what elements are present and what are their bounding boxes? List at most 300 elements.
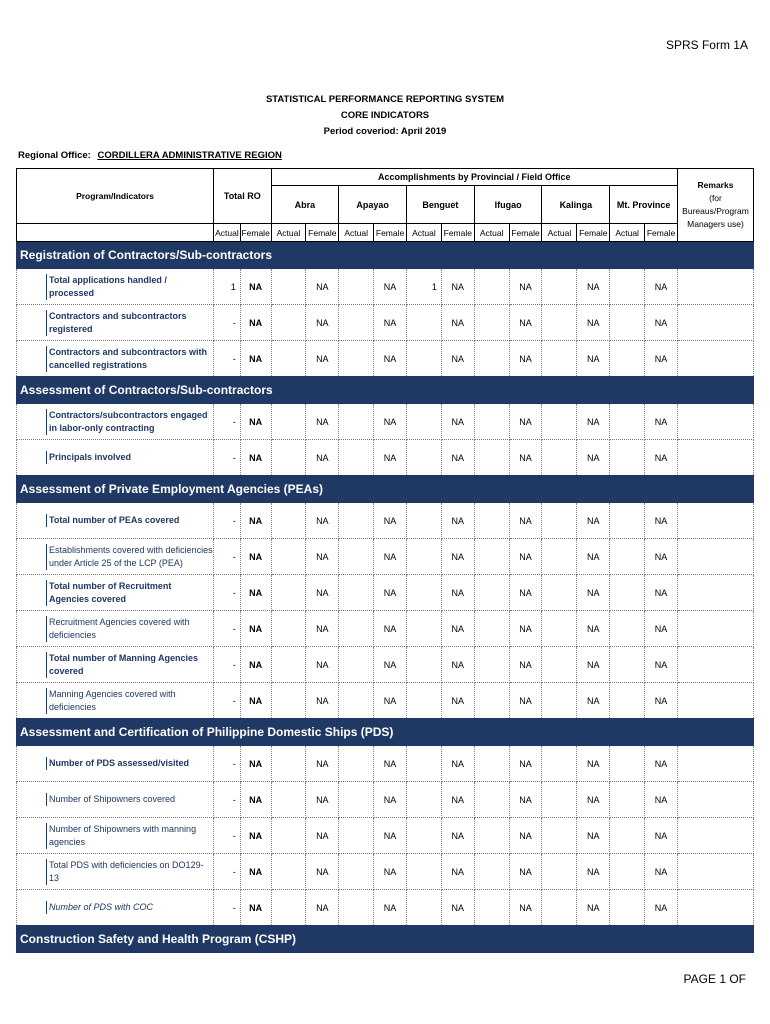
remarks-cell <box>677 611 753 647</box>
province-actual <box>610 683 645 719</box>
province-actual <box>339 305 374 341</box>
province-actual <box>339 683 374 719</box>
total-female: NA <box>240 404 271 440</box>
regional-office-value: CORDILLERA ADMINISTRATIVE REGION <box>97 150 282 161</box>
province-female: NA <box>645 782 678 818</box>
province-actual <box>542 746 577 782</box>
total-actual: - <box>214 890 241 926</box>
header-province: Ifugao <box>474 186 542 224</box>
province-female: NA <box>306 575 339 611</box>
province-female: NA <box>306 269 339 305</box>
province-actual <box>339 818 374 854</box>
province-actual <box>406 854 441 890</box>
province-female: NA <box>509 890 542 926</box>
remarks-title: Remarks <box>697 180 734 190</box>
province-actual <box>542 269 577 305</box>
province-actual <box>271 503 306 539</box>
province-female: NA <box>374 782 407 818</box>
indicator-row <box>17 575 754 611</box>
province-actual <box>610 503 645 539</box>
province-female: NA <box>577 746 610 782</box>
province-actual <box>542 890 577 926</box>
province-actual <box>339 269 374 305</box>
indicator-label-text: Total number of Manning Agencies covered <box>46 652 213 678</box>
province-actual <box>610 854 645 890</box>
indicator-label-text: Total number of Recruitment Agencies covered <box>46 580 213 606</box>
province-female: NA <box>645 341 678 377</box>
province-actual <box>406 746 441 782</box>
section-header <box>17 476 754 503</box>
province-actual <box>542 782 577 818</box>
province-female: NA <box>645 404 678 440</box>
province-actual <box>406 341 441 377</box>
province-actual <box>271 269 306 305</box>
regional-office-label: Regional Office: <box>18 150 91 161</box>
indicator-row <box>17 854 754 890</box>
indicator-label <box>17 818 214 854</box>
indicator-label-text: Contractors and subcontractors registered <box>46 310 213 336</box>
province-female: NA <box>374 539 407 575</box>
province-actual <box>406 440 441 476</box>
remarks-cell <box>677 818 753 854</box>
province-actual <box>339 746 374 782</box>
province-female: NA <box>577 269 610 305</box>
province-actual <box>271 647 306 683</box>
province-actual <box>474 746 509 782</box>
indicator-row <box>17 611 754 647</box>
province-actual <box>610 269 645 305</box>
total-female: NA <box>240 269 271 305</box>
province-actual <box>542 575 577 611</box>
province-actual <box>474 647 509 683</box>
indicator-label <box>17 782 214 818</box>
indicator-row <box>17 305 754 341</box>
remarks-cell <box>677 575 753 611</box>
report-subtitle: CORE INDICATORS <box>340 110 430 121</box>
province-actual <box>406 782 441 818</box>
indicator-label-text: Total number of PEAs covered <box>46 514 213 527</box>
remarks-cell <box>677 746 753 782</box>
province-female: NA <box>306 782 339 818</box>
province-actual <box>406 503 441 539</box>
province-female: NA <box>306 440 339 476</box>
indicator-label <box>17 341 214 377</box>
province-female: NA <box>374 611 407 647</box>
indicator-row <box>17 647 754 683</box>
remarks-cell <box>677 539 753 575</box>
province-female: NA <box>509 503 542 539</box>
province-female: NA <box>577 890 610 926</box>
province-female: NA <box>509 341 542 377</box>
header-female: Female <box>240 224 271 242</box>
province-actual <box>339 440 374 476</box>
total-female: NA <box>240 539 271 575</box>
province-actual <box>406 305 441 341</box>
indicator-row <box>17 404 754 440</box>
remarks-cell <box>677 782 753 818</box>
total-female: NA <box>240 782 271 818</box>
province-actual <box>474 404 509 440</box>
province-actual <box>542 611 577 647</box>
province-actual <box>610 746 645 782</box>
province-actual <box>610 539 645 575</box>
remarks-cell <box>677 305 753 341</box>
remarks-cell <box>677 647 753 683</box>
total-actual: - <box>214 818 241 854</box>
total-actual: - <box>214 854 241 890</box>
header-actual: Actual <box>610 224 645 242</box>
province-female: NA <box>645 890 678 926</box>
total-actual: - <box>214 575 241 611</box>
header-female: Female <box>306 224 339 242</box>
indicator-row <box>17 683 754 719</box>
total-actual: - <box>214 647 241 683</box>
province-actual <box>610 575 645 611</box>
indicator-label-text: Establishments covered with deficiencies under Article 25 of the LCP (PEA) <box>46 544 213 570</box>
province-female: NA <box>577 539 610 575</box>
province-female: NA <box>577 818 610 854</box>
section-title: Assessment of Private Employment Agencies (PEAs) <box>17 476 754 503</box>
indicator-row <box>17 782 754 818</box>
province-female: NA <box>374 440 407 476</box>
remarks-cell <box>677 890 753 926</box>
province-actual <box>474 818 509 854</box>
header-female: Female <box>645 224 678 242</box>
province-actual <box>339 503 374 539</box>
indicator-label <box>17 683 214 719</box>
total-female: NA <box>240 683 271 719</box>
header-actual: Actual <box>406 224 441 242</box>
province-actual <box>271 539 306 575</box>
province-female: NA <box>577 611 610 647</box>
province-female: NA <box>441 611 474 647</box>
indicator-label-text: Number of PDS with COC <box>46 901 213 914</box>
province-female: NA <box>306 341 339 377</box>
province-female: NA <box>577 440 610 476</box>
indicator-label <box>17 575 214 611</box>
province-female: NA <box>509 269 542 305</box>
province-actual <box>271 305 306 341</box>
province-female: NA <box>441 854 474 890</box>
province-female: NA <box>509 683 542 719</box>
province-actual <box>271 341 306 377</box>
province-actual <box>474 575 509 611</box>
province-female: NA <box>509 818 542 854</box>
province-actual <box>474 341 509 377</box>
indicator-label-text: Number of Shipowners with manning agencies <box>46 823 213 849</box>
indicator-label-text: Principals involved <box>46 451 213 464</box>
province-actual <box>542 854 577 890</box>
province-actual <box>339 341 374 377</box>
indicator-label-text: Total PDS with deficiencies on DO129-13 <box>46 859 213 885</box>
remarks-cell <box>677 854 753 890</box>
province-actual <box>406 539 441 575</box>
header-female: Female <box>577 224 610 242</box>
indicator-label <box>17 539 214 575</box>
total-female: NA <box>240 746 271 782</box>
indicator-label <box>17 611 214 647</box>
province-female: NA <box>509 746 542 782</box>
remarks-subtitle: (for Bureaus/Program Managers use) <box>682 193 749 229</box>
form-id: SPRS Form 1A <box>665 38 748 52</box>
indicator-label <box>17 503 214 539</box>
header-blank <box>17 224 214 242</box>
province-actual <box>542 305 577 341</box>
province-actual <box>406 404 441 440</box>
header-province: Benguet <box>406 186 474 224</box>
header-actual: Actual <box>542 224 577 242</box>
province-actual <box>542 503 577 539</box>
province-actual <box>339 854 374 890</box>
province-female: NA <box>441 647 474 683</box>
total-female: NA <box>240 503 271 539</box>
province-female: NA <box>645 746 678 782</box>
total-actual: - <box>214 305 241 341</box>
header-accomplishments: Accomplishments by Provincial / Field Office <box>271 169 677 186</box>
province-female: NA <box>374 575 407 611</box>
province-actual <box>406 647 441 683</box>
indicator-row <box>17 818 754 854</box>
section-title: Assessment of Contractors/Sub-contractors <box>17 377 754 404</box>
section-title: Assessment and Certification of Philippine Domestic Ships (PDS) <box>17 719 754 746</box>
province-actual <box>406 683 441 719</box>
total-female: NA <box>240 440 271 476</box>
header-actual: Actual <box>214 224 241 242</box>
total-actual: - <box>214 404 241 440</box>
total-female: NA <box>240 305 271 341</box>
remarks-cell <box>677 683 753 719</box>
province-actual <box>542 404 577 440</box>
total-actual: - <box>214 683 241 719</box>
province-actual <box>542 341 577 377</box>
indicator-row <box>17 440 754 476</box>
total-female: NA <box>240 647 271 683</box>
province-female: NA <box>577 575 610 611</box>
province-female: NA <box>509 611 542 647</box>
province-female: NA <box>509 539 542 575</box>
indicator-label <box>17 746 214 782</box>
section-header <box>17 926 754 953</box>
province-female: NA <box>441 890 474 926</box>
remarks-cell <box>677 440 753 476</box>
header-female: Female <box>441 224 474 242</box>
province-actual <box>610 611 645 647</box>
indicator-label-text: Number of Shipowners covered <box>46 793 213 806</box>
province-actual: 1 <box>406 269 441 305</box>
total-female: NA <box>240 890 271 926</box>
total-female: NA <box>240 611 271 647</box>
province-actual <box>271 782 306 818</box>
province-female: NA <box>441 269 474 305</box>
province-actual <box>474 503 509 539</box>
province-female: NA <box>509 305 542 341</box>
province-female: NA <box>645 611 678 647</box>
province-female: NA <box>306 503 339 539</box>
indicator-label-text: Number of PDS assessed/visited <box>46 757 213 770</box>
province-actual <box>271 818 306 854</box>
header-province: Apayao <box>339 186 407 224</box>
province-female: NA <box>509 782 542 818</box>
indicator-label <box>17 890 214 926</box>
header-actual: Actual <box>474 224 509 242</box>
province-actual <box>339 611 374 647</box>
province-actual <box>610 647 645 683</box>
province-female: NA <box>645 575 678 611</box>
total-actual: - <box>214 611 241 647</box>
province-actual <box>271 440 306 476</box>
province-actual <box>542 683 577 719</box>
province-female: NA <box>374 683 407 719</box>
province-actual <box>271 683 306 719</box>
total-actual: - <box>214 746 241 782</box>
section-header <box>17 377 754 404</box>
province-female: NA <box>374 818 407 854</box>
province-actual <box>474 890 509 926</box>
indicator-label <box>17 404 214 440</box>
regional-office <box>18 150 282 161</box>
province-female: NA <box>306 539 339 575</box>
total-actual: - <box>214 503 241 539</box>
province-female: NA <box>577 305 610 341</box>
province-actual <box>271 746 306 782</box>
indicator-row <box>17 746 754 782</box>
province-actual <box>610 305 645 341</box>
total-actual: - <box>214 539 241 575</box>
indicator-row <box>17 539 754 575</box>
province-actual <box>542 647 577 683</box>
province-female: NA <box>577 647 610 683</box>
indicator-label <box>17 269 214 305</box>
province-female: NA <box>441 503 474 539</box>
indicator-row <box>17 890 754 926</box>
province-actual <box>271 611 306 647</box>
province-female: NA <box>509 575 542 611</box>
province-actual <box>474 539 509 575</box>
province-female: NA <box>509 404 542 440</box>
province-female: NA <box>441 818 474 854</box>
province-actual <box>610 341 645 377</box>
province-female: NA <box>645 854 678 890</box>
province-female: NA <box>441 746 474 782</box>
province-female: NA <box>441 305 474 341</box>
province-female: NA <box>306 683 339 719</box>
province-actual <box>474 782 509 818</box>
province-female: NA <box>645 683 678 719</box>
province-actual <box>339 539 374 575</box>
header-female: Female <box>509 224 542 242</box>
province-female: NA <box>374 305 407 341</box>
remarks-cell <box>677 404 753 440</box>
indicator-label-text: Contractors/subcontractors engaged in labor-only contracting <box>46 409 213 435</box>
indicator-label <box>17 305 214 341</box>
province-female: NA <box>306 611 339 647</box>
province-female: NA <box>306 818 339 854</box>
province-female: NA <box>374 503 407 539</box>
total-actual: 1 <box>214 269 241 305</box>
header-province: Abra <box>271 186 339 224</box>
indicator-label-text: Contractors and subcontractors with cancelled registrations <box>46 346 213 372</box>
province-actual <box>610 782 645 818</box>
province-female: NA <box>441 539 474 575</box>
province-actual <box>610 404 645 440</box>
province-actual <box>474 854 509 890</box>
province-actual <box>406 890 441 926</box>
province-female: NA <box>441 341 474 377</box>
province-female: NA <box>645 305 678 341</box>
indicator-row <box>17 503 754 539</box>
header-province: Kalinga <box>542 186 610 224</box>
province-female: NA <box>577 503 610 539</box>
header-actual: Actual <box>271 224 306 242</box>
total-actual: - <box>214 440 241 476</box>
province-female: NA <box>645 818 678 854</box>
total-female: NA <box>240 818 271 854</box>
report-title: STATISTICAL PERFORMANCE REPORTING SYSTEM <box>265 94 505 105</box>
section-title: Construction Safety and Health Program (CSHP) <box>17 926 754 953</box>
province-female: NA <box>441 683 474 719</box>
province-female: NA <box>306 854 339 890</box>
province-female: NA <box>374 746 407 782</box>
province-actual <box>406 611 441 647</box>
province-female: NA <box>306 890 339 926</box>
total-female: NA <box>240 575 271 611</box>
indicator-label-text: Recruitment Agencies covered with deficiencies <box>46 616 213 642</box>
province-female: NA <box>577 782 610 818</box>
province-female: NA <box>509 854 542 890</box>
province-female: NA <box>374 890 407 926</box>
province-female: NA <box>509 440 542 476</box>
province-female: NA <box>374 647 407 683</box>
remarks-cell <box>677 503 753 539</box>
header-province: Mt. Province <box>610 186 678 224</box>
header-remarks <box>677 169 753 242</box>
report-titles <box>0 92 770 140</box>
remarks-cell <box>677 269 753 305</box>
province-actual <box>474 440 509 476</box>
header-program: Program/Indicators <box>17 169 214 224</box>
province-female: NA <box>509 647 542 683</box>
report-period: Period coveriod: April 2019 <box>323 126 447 137</box>
province-actual <box>339 647 374 683</box>
province-actual <box>339 782 374 818</box>
indicator-label-text: Total applications handled / processed <box>46 274 213 300</box>
section-header <box>17 242 754 269</box>
province-female: NA <box>645 503 678 539</box>
province-actual <box>542 440 577 476</box>
province-actual <box>474 683 509 719</box>
province-female: NA <box>306 746 339 782</box>
province-actual <box>610 440 645 476</box>
header-actual: Actual <box>339 224 374 242</box>
province-female: NA <box>374 269 407 305</box>
province-female: NA <box>441 575 474 611</box>
province-actual <box>474 611 509 647</box>
province-female: NA <box>577 683 610 719</box>
indicator-label <box>17 854 214 890</box>
province-female: NA <box>645 440 678 476</box>
province-actual <box>271 890 306 926</box>
province-female: NA <box>374 341 407 377</box>
indicator-row <box>17 341 754 377</box>
indicators-table <box>16 168 754 953</box>
indicator-label <box>17 647 214 683</box>
province-female: NA <box>374 404 407 440</box>
province-actual <box>339 890 374 926</box>
remarks-cell <box>677 341 753 377</box>
province-female: NA <box>374 854 407 890</box>
province-actual <box>271 575 306 611</box>
province-actual <box>271 854 306 890</box>
